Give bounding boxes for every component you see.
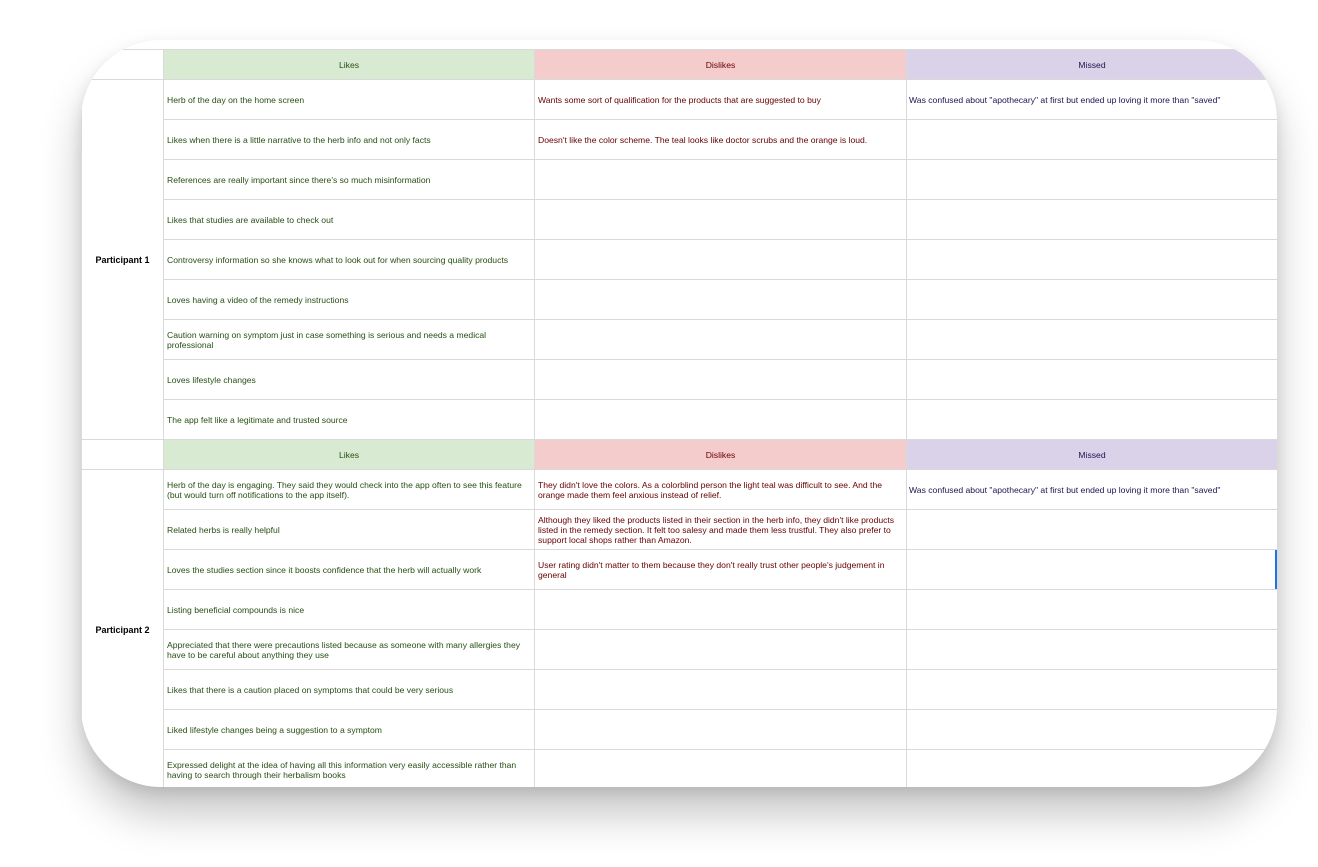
missed-cell[interactable] [907,750,1278,788]
dislikes-cell[interactable]: They didn't love the colors. As a colorblind person the light teal was difficult to see. And the orange made them feel anxious instead of relief. [535,470,907,510]
table-row [82,550,1278,590]
missed-cell[interactable] [907,510,1278,550]
table-row [82,320,1278,360]
dislikes-cell[interactable] [535,400,907,440]
likes-cell[interactable]: Likes that there is a caution placed on symptoms that could be very serious [164,670,535,710]
likes-cell[interactable]: Loves having a video of the remedy instructions [164,280,535,320]
table-row [82,470,1278,510]
table-row [82,200,1278,240]
likes-cell[interactable]: Likes when there is a little narrative to the herb info and not only facts [164,120,535,160]
missed-cell[interactable] [907,240,1278,280]
missed-header[interactable]: Missed [907,50,1278,80]
likes-cell[interactable]: The app felt like a legitimate and trusted source [164,400,535,440]
dislikes-cell[interactable] [535,320,907,360]
dislikes-cell[interactable] [535,360,907,400]
likes-cell[interactable]: Expressed delight at the idea of having all this information very easily accessible rather than having to search through their herbalism books [164,750,535,788]
table-row [82,120,1278,160]
missed-cell[interactable] [907,590,1278,630]
likes-cell[interactable]: Loves lifestyle changes [164,360,535,400]
missed-cell[interactable] [907,630,1278,670]
table-row [82,630,1278,670]
header-row-participant-2 [82,440,1278,470]
dislikes-cell[interactable] [535,670,907,710]
dislikes-header[interactable]: Dislikes [535,440,907,470]
table-row [82,80,1278,120]
grid-body [82,50,1278,788]
missed-cell[interactable] [907,670,1278,710]
dislikes-cell[interactable] [535,280,907,320]
table-row [82,590,1278,630]
feedback-grid [81,49,1277,787]
likes-cell[interactable]: Likes that studies are available to check out [164,200,535,240]
likes-cell[interactable]: References are really important since there's so much misinformation [164,160,535,200]
participant-label[interactable]: Participant 2 [82,470,164,788]
table-row [82,400,1278,440]
missed-cell[interactable] [907,360,1278,400]
participant-label[interactable]: Participant 1 [82,80,164,440]
missed-cell[interactable] [907,160,1278,200]
missed-cell[interactable] [907,200,1278,240]
table-row [82,510,1278,550]
missed-cell[interactable]: Was confused about "apothecary" at first but ended up loving it more than "saved" [907,80,1278,120]
likes-header[interactable]: Likes [164,50,535,80]
dislikes-cell[interactable] [535,240,907,280]
table-row [82,160,1278,200]
likes-cell[interactable]: Herb of the day is engaging. They said they would check into the app often to see this feature (but would turn off notifications to the app itself). [164,470,535,510]
table-row [82,280,1278,320]
likes-cell[interactable]: Caution warning on symptom just in case something is serious and needs a medical professional [164,320,535,360]
likes-cell[interactable]: Related herbs is really helpful [164,510,535,550]
table-row [82,360,1278,400]
dislikes-cell[interactable]: Wants some sort of qualification for the products that are suggested to buy [535,80,907,120]
dislikes-cell[interactable] [535,160,907,200]
dislikes-cell[interactable] [535,710,907,750]
missed-header[interactable]: Missed [907,440,1278,470]
table-row [82,240,1278,280]
dislikes-cell[interactable]: Although they liked the products listed in their section in the herb info, they didn't like products listed in the remedy section. It felt too salesy and made them less trustful. They also prefer to support local shops rather than Amazon. [535,510,907,550]
missed-cell[interactable]: Was confused about "apothecary" at first but ended up loving it more than "saved" [907,470,1278,510]
likes-cell[interactable]: Liked lifestyle changes being a suggestion to a symptom [164,710,535,750]
spreadsheet-card [81,40,1277,787]
likes-cell[interactable]: Loves the studies section since it boosts confidence that the herb will actually work [164,550,535,590]
dislikes-cell[interactable] [535,590,907,630]
likes-cell[interactable]: Controversy information so she knows what to look out for when sourcing quality products [164,240,535,280]
table-row [82,710,1278,750]
header-row-participant-1 [82,50,1278,80]
header-corner-cell[interactable] [82,50,164,80]
header-corner-cell[interactable] [82,440,164,470]
likes-cell[interactable]: Appreciated that there were precautions listed because as someone with many allergies they have to be careful about anything they use [164,630,535,670]
dislikes-header[interactable]: Dislikes [535,50,907,80]
dislikes-cell[interactable] [535,750,907,788]
table-row [82,670,1278,710]
missed-cell[interactable] [907,320,1278,360]
dislikes-cell[interactable]: Doesn't like the color scheme. The teal looks like doctor scrubs and the orange is loud. [535,120,907,160]
missed-cell[interactable] [907,400,1278,440]
missed-cell[interactable] [907,280,1278,320]
missed-cell[interactable] [907,120,1278,160]
missed-cell-selected[interactable] [907,550,1278,590]
missed-cell[interactable] [907,710,1278,750]
likes-header[interactable]: Likes [164,440,535,470]
dislikes-cell[interactable] [535,630,907,670]
table-row [82,750,1278,788]
dislikes-cell[interactable]: User rating didn't matter to them because they don't really trust other people's judgement in general [535,550,907,590]
dislikes-cell[interactable] [535,200,907,240]
likes-cell[interactable]: Listing beneficial compounds is nice [164,590,535,630]
likes-cell[interactable]: Herb of the day on the home screen [164,80,535,120]
